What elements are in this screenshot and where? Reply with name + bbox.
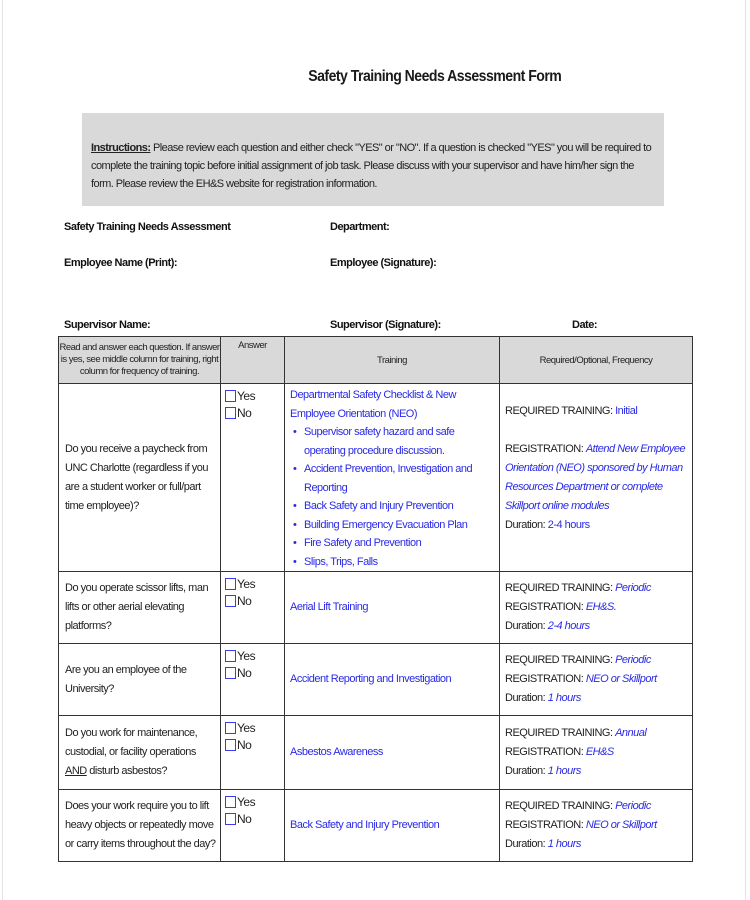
no-label: No [237,737,252,752]
yes-checkbox[interactable] [225,390,236,402]
yes-label: Yes [237,648,256,663]
registration-label: REGISTRATION: [505,601,584,613]
registration-value: NEO or Skillport [585,819,657,831]
answer-cell [221,384,285,572]
duration-label: Duration: [505,765,546,777]
training-cell: Back Safety and Injury Prevention [285,790,500,862]
question-text: Do you work for maintenance, custodial, or facility operations [65,727,198,758]
no-checkbox[interactable] [225,813,236,825]
list-item: • Fire Safety and Prevention [304,534,495,553]
registration-label: REGISTRATION: [505,819,584,831]
instructions-text: Please review each question and either check "YES" or "NO". If a question is checked "YES" you will be required to complete the training topic before initial assignment of job task. Please discuss with your supervisor and have him/her sign the form. Please review the EH&S website for registration information. [91,142,652,190]
required-label: REQUIRED TRAINING: [505,800,613,812]
question-cell [59,716,221,790]
answer-cell [221,644,285,716]
no-label: No [237,593,252,608]
no-checkbox[interactable] [225,407,236,419]
question-cell: Do you receive a paycheck from UNC Charlotte (regardless if you are a student worker or full/part time employee)? [59,384,221,572]
supervisor-signature-field[interactable]: Supervisor (Signature): [330,319,441,331]
duration-label: Duration: [505,838,546,850]
duration-label: Duration: [505,620,546,632]
required-label: REQUIRED TRAINING: [505,654,613,666]
answer-cell [221,790,285,862]
registration-value: EH&S. [585,601,617,613]
duration-value: 1 hours [547,765,581,777]
required-value: Initial [615,405,638,417]
training-title: Departmental Safety Checklist & New Employee Orientation (NEO) [290,389,456,420]
yes-label: Yes [237,720,256,735]
yes-label: Yes [237,388,256,403]
list-item: • Accident Prevention, Investigation and Reporting [304,460,495,497]
yes-checkbox[interactable] [225,578,236,590]
question-emphasis: AND [65,765,87,777]
required-label: REQUIRED TRAINING: [505,727,613,739]
registration-label: REGISTRATION: [505,443,584,455]
training-list [290,423,495,571]
instructions-label: Instructions: [91,142,151,154]
assessment-table [58,336,693,862]
required-value: Periodic [615,654,651,666]
header-question: Read and answer each question. If answer is yes, see middle column for training, right column for frequency of training. [59,337,221,384]
table-row [59,572,693,644]
registration-label: REGISTRATION: [505,746,584,758]
required-value: Periodic [615,582,651,594]
frequency-cell [500,644,693,716]
registration-value: NEO or Skillport [585,673,657,685]
no-checkbox[interactable] [225,739,236,751]
list-item: • Slips, Trips, Falls [304,553,495,572]
duration-value: 1 hours [547,838,581,850]
frequency-cell [500,716,693,790]
registration-value: EH&S [585,746,614,758]
page-title: Safety Training Needs Assessment Form [308,68,562,85]
yes-label: Yes [237,576,256,591]
frequency-cell [500,572,693,644]
question-cell: Does your work require you to lift heavy objects or repeatedly move or carry items throughout the day? [59,790,221,862]
header-answer: Answer [221,337,285,384]
table-row [59,384,693,572]
header-training: Training [285,337,500,384]
training-cell: Asbestos Awareness [285,716,500,790]
page-edge-left [2,0,3,900]
answer-cell [221,716,285,790]
table-row [59,644,693,716]
training-cell: Aerial Lift Training [285,572,500,644]
frequency-cell [500,384,693,572]
question-text-end: disturb asbestos? [86,765,168,777]
list-item: • Building Emergency Evacuation Plan [304,516,495,535]
yes-checkbox[interactable] [225,722,236,734]
required-label: REQUIRED TRAINING: [505,582,613,594]
question-cell: Are you an employee of the University? [59,644,221,716]
training-cell [285,384,500,572]
question-cell: Do you operate scissor lifts, man lifts or other aerial elevating platforms? [59,572,221,644]
duration-value: 2-4 hours [547,620,590,632]
no-label: No [237,405,252,420]
list-item: • Supervisor safety hazard and safe operating procedure discussion. [304,423,495,460]
required-label: REQUIRED TRAINING: [505,405,613,417]
frequency-cell [500,790,693,862]
supervisor-name-field[interactable]: Supervisor Name: [64,319,151,331]
duration-label: Duration: [505,692,546,704]
list-item: • Back Safety and Injury Prevention [304,497,495,516]
employee-signature-field[interactable]: Employee (Signature): [330,257,437,269]
registration-value: Attend New Employee Orientation (NEO) sponsored by Human Resources Department or complete Skillport online modules [505,443,686,512]
assessment-label: Safety Training Needs Assessment [64,221,231,233]
page-edge-right [745,0,746,900]
no-label: No [237,811,252,826]
table-row [59,716,693,790]
table-header-row [59,337,693,384]
duration-label: Duration: [505,519,546,531]
employee-name-field[interactable]: Employee Name (Print): [64,257,178,269]
no-checkbox[interactable] [225,667,236,679]
required-value: Periodic [615,800,651,812]
answer-cell [221,572,285,644]
yes-checkbox[interactable] [225,650,236,662]
duration-value: 1 hours [547,692,581,704]
no-checkbox[interactable] [225,595,236,607]
instructions-box [82,113,664,206]
required-value: Annual [615,727,647,739]
no-label: No [237,665,252,680]
header-frequency: Required/Optional, Frequency [500,337,693,384]
date-field[interactable]: Date: [572,319,598,331]
department-field[interactable]: Department: [330,221,390,233]
page-title-wrap [0,68,750,86]
yes-checkbox[interactable] [225,796,236,808]
registration-label: REGISTRATION: [505,673,584,685]
duration-value: 2-4 hours [547,519,590,531]
table-row [59,790,693,862]
training-cell: Accident Reporting and Investigation [285,644,500,716]
yes-label: Yes [237,794,256,809]
